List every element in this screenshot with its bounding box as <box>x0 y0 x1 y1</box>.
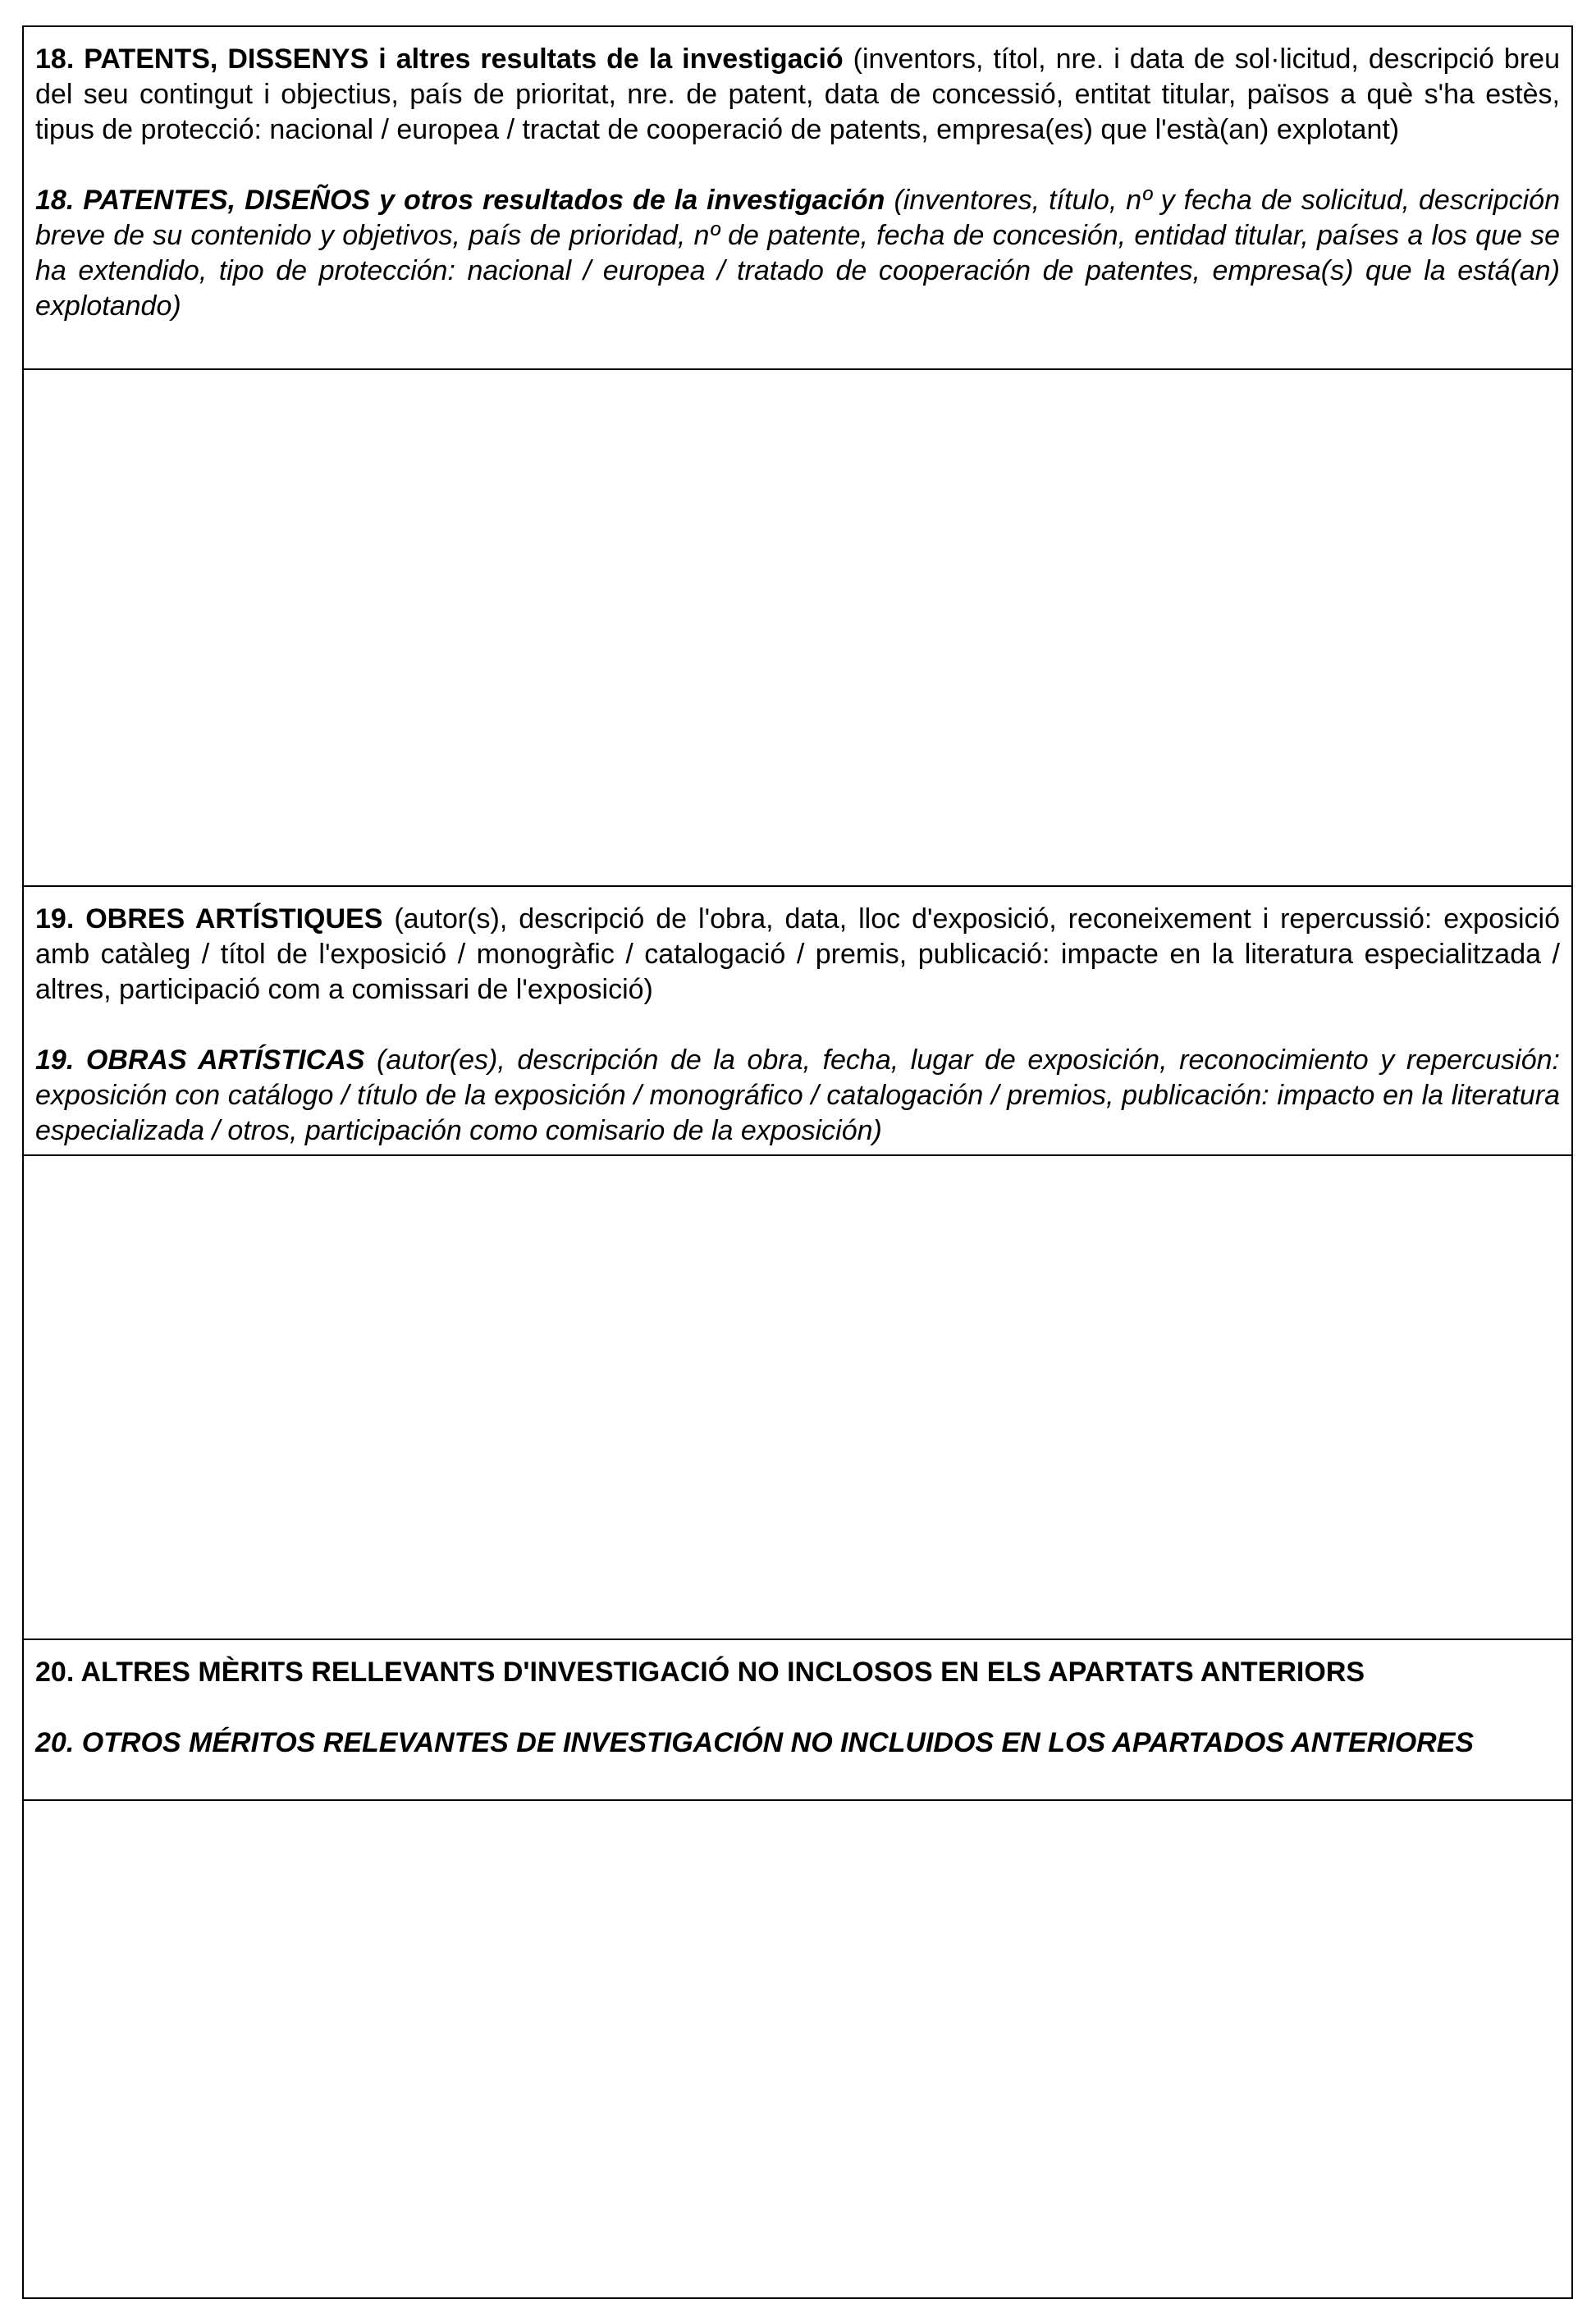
section-18-catalan <box>35 42 1560 148</box>
section-20-spanish <box>35 1725 1560 1761</box>
section-19-catalan-description: (autor(s), descripció de l'obra, data, lloc d'exposició, reconeixement i repercussió: exposició amb catàleg / títol de l'exposició / monogràfic / catalogació / premis, publicació: impacte en la literatura especialitzada / altres, participació com a comissari de l'exposició) <box>35 903 1561 1005</box>
section-19-spanish <box>35 1043 1560 1149</box>
section-18-catalan-title: 18. PATENTS, DISSENYS i altres resultats de la investigació <box>35 43 844 75</box>
section-20-spanish-title: 20. OTROS MÉRITOS RELEVANTES DE INVESTIGACIÓN NO INCLUIDOS EN LOS APARTADOS ANTERIORES <box>35 1727 1475 1758</box>
cv-form-table <box>22 25 1573 2299</box>
section-20-answer-box[interactable] <box>24 1801 1571 2297</box>
section-19-answer-box[interactable] <box>24 1156 1571 1640</box>
section-19-catalan-title: 19. OBRES ARTÍSTIQUES <box>35 903 383 935</box>
section-18-spanish-title: 18. PATENTES, DISEÑOS y otros resultados de la investigación <box>35 185 885 216</box>
section-18-header <box>24 27 1571 370</box>
section-19-catalan <box>35 902 1560 1008</box>
section-18-answer-box[interactable] <box>24 370 1571 887</box>
section-18-spanish <box>35 183 1560 324</box>
section-20-catalan-title: 20. ALTRES MÈRITS RELLEVANTS D'INVESTIGACIÓ NO INCLOSOS EN ELS APARTATS ANTERIORS <box>35 1657 1365 1688</box>
section-20-header <box>24 1640 1571 1801</box>
section-19-spanish-title: 19. OBRAS ARTÍSTICAS <box>35 1044 365 1076</box>
section-18-spanish-description: (inventores, título, nº y fecha de solicitud, descripción breve de su contenido y objetivos, país de prioridad, nº de patente, fecha de concesión, entidad titular, países a los que se ha extendido, tipo de protección: nacional / europea / tratado de cooperación de patentes, empresa(s) que la está(an) explotando) <box>35 185 1560 322</box>
section-18-catalan-description: (inventors, títol, nre. i data de sol·licitud, descripció breu del seu contingut i objectius, país de prioritat, nre. de patent, data de concessió, entitat titular, països a què s'ha estès, tipus de protecció: nacional / europea / tractat de cooperació de patents, empresa(es) que l'està(an) explotant) <box>35 43 1560 145</box>
section-19-header <box>24 887 1571 1156</box>
section-20-catalan <box>35 1655 1560 1690</box>
section-19-spanish-description: (autor(es), descripción de la obra, fecha, lugar de exposición, reconocimiento y repercusión: exposición con catálogo / título de la exposición / monográfico / catalogación / premios, publicación: impacto en la literatura especializada / otros, participación como comisario de la exposición) <box>35 1044 1560 1146</box>
